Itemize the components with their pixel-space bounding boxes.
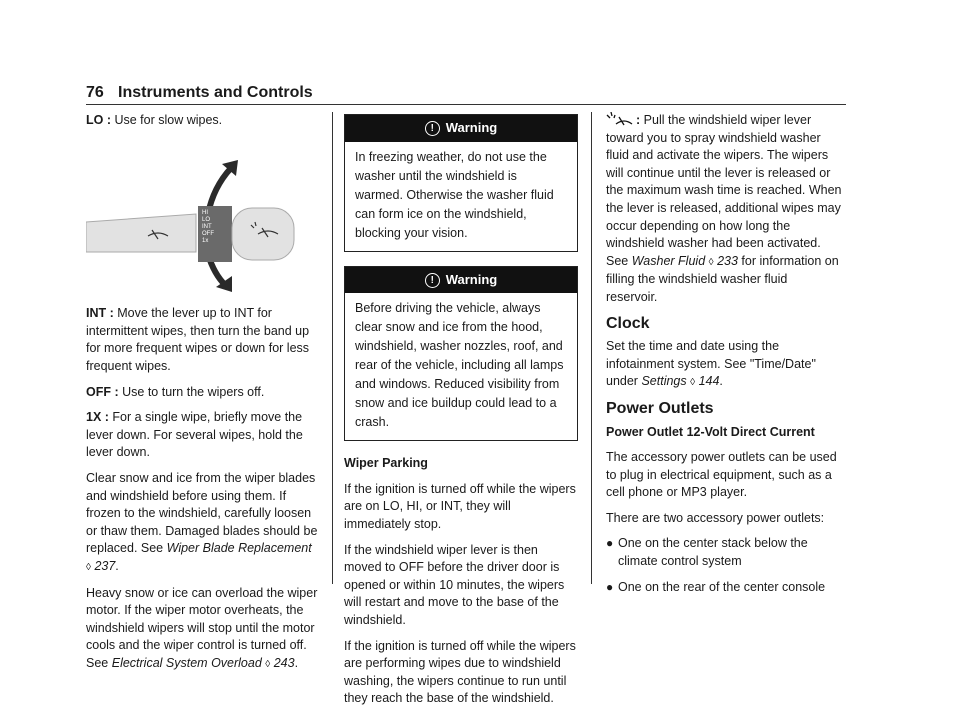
page-number: 76 [86, 84, 104, 101]
washer-paragraph [606, 112, 842, 307]
left-column [86, 112, 318, 681]
warning-box-1 [344, 114, 578, 252]
page-ref-icon: ◊ [86, 561, 91, 573]
parking-paragraph-1: If the ignition is turned off while the wipers are on LO, HI, or INT, they will immediately stop. [344, 481, 576, 531]
wiper-lever-illustration [86, 142, 301, 292]
washer-fluid-page[interactable]: 233 [717, 253, 738, 268]
warning-icon: ! [425, 121, 440, 136]
warning-header [345, 267, 577, 294]
list-item [606, 535, 842, 570]
heavy-text: Heavy snow or ice can overload the wiper motor. If the wiper motor overheats, the windshield wipers will stop until the motor cools and the wiper control is turned off. See [86, 585, 318, 670]
warning-box-2 [344, 266, 578, 442]
lo-paragraph [86, 112, 318, 130]
lever-tip [232, 208, 294, 260]
clear-snow-paragraph: Clear snow and ice from the wiper blades and windshield before using them. If frozen to the windshield, carefully loosen or thaw them. Damaged blades should be replaced. See Wiper Blade Replacement ◊ 237. [86, 470, 318, 573]
lever-band-label: INT [202, 223, 212, 230]
washer-label: : [636, 113, 641, 127]
header-rule [86, 104, 846, 105]
clock-paragraph: Set the time and date using the infotainment system. See "Time/Date" under Settings ◊ 144. [606, 339, 816, 389]
list-item-text: One on the rear of the center console [618, 579, 826, 594]
warning-title: Warning [445, 120, 498, 135]
page-ref-icon: ◊ [265, 658, 271, 670]
column-divider-left [332, 112, 333, 584]
bullet-icon: ● [606, 579, 614, 594]
right-column [606, 112, 842, 604]
wiper-blade-link[interactable]: Wiper Blade Replacement [166, 541, 312, 556]
middle-column [344, 114, 578, 716]
int-text: Move the lever up to INT for intermittent wipes, then turn the band up for more frequent wipes or down for less frequent wipes. [86, 306, 310, 373]
wiper-blade-page[interactable]: 237 [94, 558, 116, 573]
warning-icon: ! [425, 273, 440, 288]
onex-label: 1X : [86, 410, 109, 425]
lever-band-label: HI [202, 209, 208, 216]
onex-text: For a single wipe, briefly move the lever down. For several wipes, hold the lever down. [86, 410, 303, 460]
lo-text: Use for slow wipes. [114, 113, 223, 127]
off-label: OFF : [86, 384, 119, 399]
section-title: Instruments and Controls [118, 84, 313, 101]
settings-page[interactable]: 144 [698, 374, 720, 389]
bullet-icon: ● [606, 536, 614, 551]
electrical-overload-page[interactable]: 243 [273, 655, 295, 670]
off-text: Use to turn the wipers off. [122, 384, 265, 399]
settings-link[interactable]: Settings [641, 374, 687, 389]
washer-text-2: for information on filling the windshield washer fluid reservoir. [606, 253, 839, 304]
power-outlets-heading: Power Outlets [606, 399, 714, 417]
int-paragraph [86, 305, 318, 375]
lever-band-label: 1x [202, 237, 209, 244]
warning-body: In freezing weather, do not use the washer until the windshield is warmed. Otherwise the washer fluid can form ice on the windshield, blocking your vision. [355, 149, 554, 240]
lever-stalk [86, 214, 196, 252]
clock-text: Set the time and date using the infotainment system. See "Time/Date" under [606, 339, 816, 389]
page-header [86, 82, 846, 106]
list-item-text: One on the center stack below the climate control system [618, 536, 808, 569]
off-paragraph [86, 384, 318, 402]
clock-heading: Clock [606, 314, 650, 332]
list-item [606, 579, 842, 597]
electrical-overload-link[interactable]: Electrical System Overload [111, 655, 262, 670]
lo-label: LO : [86, 113, 111, 127]
page-ref-icon: ◊ [708, 256, 714, 268]
onex-paragraph [86, 409, 318, 462]
clear-text: Clear snow and ice from the wiper blades and windshield before using them. If frozen to the windshield, carefully loosen or thaw them. Damaged blades should be replaced. See [86, 470, 318, 556]
washer-fluid-link[interactable]: Washer Fluid [631, 253, 706, 268]
wiper-parking-heading: Wiper Parking [344, 456, 428, 471]
lever-band-label: OFF [202, 230, 214, 237]
warning-body: Before driving the vehicle, always clear snow and ice from the hood, windshield, washer nozzles, roof, and rear of the vehicle, including all lamps and windows. Reduced visibility from snow and ice buildup could lead to a crash. [355, 301, 564, 430]
warning-header [345, 115, 577, 142]
heavy-snow-paragraph: Heavy snow or ice can overload the wiper motor. If the wiper motor overheats, the windshield wipers will stop until the motor cools and the wiper control is turned off. See Electrical System Overload ◊ 243. [86, 585, 318, 670]
column-divider-right [591, 112, 592, 584]
outlet-list [606, 535, 842, 596]
parking-paragraph-2: If the windshield wiper lever is then moved to OFF before the driver door is opened or within 10 minutes, the wipers will restart and move to the base of the windshield. [344, 542, 565, 627]
power-paragraph-2: There are two accessory power outlets: [606, 510, 825, 525]
page-ref-icon: ◊ [690, 377, 696, 389]
parking-paragraph-3: If the ignition is turned off while the wipers are performing wipes due to windshield washing, the wipers continue to run until they reach the base of the windshield. [344, 638, 576, 706]
washer-text: Pull the windshield wiper lever toward you to spray windshield washer fluid and activate the wipers. The wipers will continue until the lever is released or the maximum wash time is reached. When the lever is released, additional wipes may occur depending on how long the windshield washer had been activated. See [606, 113, 842, 268]
power-outlet-subheading: Power Outlet 12-Volt Direct Current [606, 424, 815, 439]
int-label: INT : [86, 306, 114, 321]
power-paragraph-1: The accessory power outlets can be used to plug in electrical equipment, such as a cell phone or MP3 player. [606, 450, 837, 500]
washer-symbol-icon [606, 112, 636, 126]
warning-title: Warning [445, 271, 498, 287]
lever-band-label: LO [202, 216, 211, 223]
